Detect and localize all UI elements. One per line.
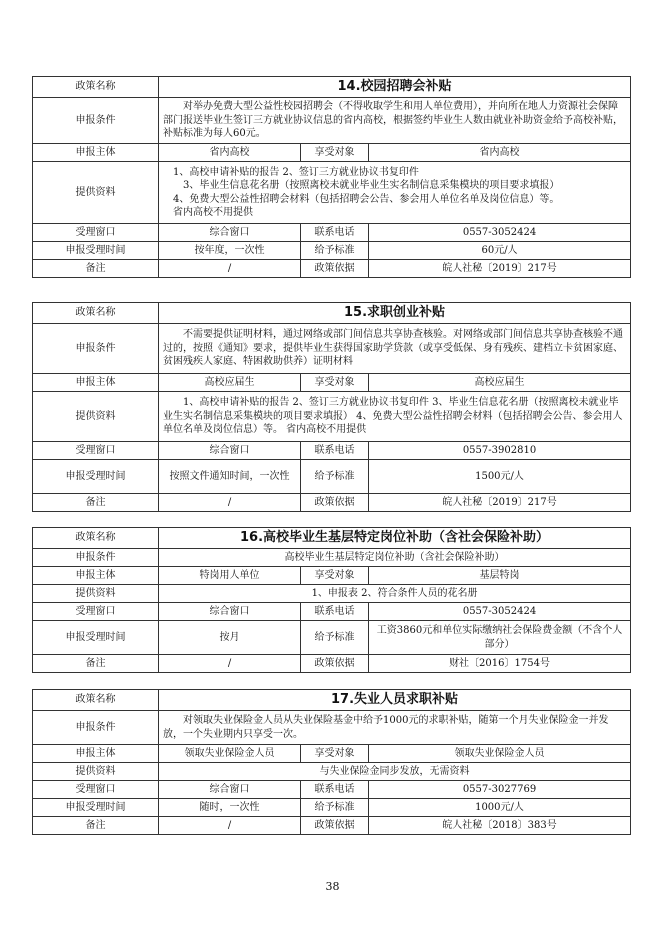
policy-table-16: [32, 527, 631, 673]
subject-label: 申报主体: [33, 567, 159, 585]
conditions-label: 申报条件: [33, 549, 159, 567]
time-value: 按照文件通知时间，一次性: [159, 460, 301, 494]
standard-label: 给予标准: [301, 621, 369, 655]
materials-text: 1、申报表 2、符合条件人员的花名册: [159, 585, 631, 603]
materials-line: 1、高校申请补贴的报告 2、签订三方就业协议书复印件: [173, 166, 419, 178]
target-label: 享受对象: [301, 374, 369, 392]
remark-label: 备注: [33, 260, 159, 278]
time-label: 申报受理时间: [33, 242, 159, 260]
materials-line: 省内高校不用提供: [173, 207, 253, 218]
basis-value: 皖人社秘〔2019〕217号: [369, 260, 631, 278]
materials-label: 提供资料: [33, 392, 159, 442]
remark-label: 备注: [33, 817, 159, 835]
time-value: 随时，一次性: [159, 799, 301, 817]
time-value: 按月: [159, 621, 301, 655]
remark-label: 备注: [33, 655, 159, 673]
window-label: 受理窗口: [33, 781, 159, 799]
conditions-label: 申报条件: [33, 324, 159, 374]
materials-text: 1、高校申请补贴的报告 2、签订三方就业协议书复印件 3、毕业生信息花名册（按照离校未就业毕业生实名制信息采集模块的项目要求填报） 4、免费大型公益性招聘会材料（包括招聘会公告、参会用人单位名单及岗位信息）等。 省内高校不用提供: [159, 392, 631, 442]
phone-value: 0557-3027769: [369, 781, 631, 799]
subject-value: 领取失业保险金人员: [159, 745, 301, 763]
target-value: 领取失业保险金人员: [369, 745, 631, 763]
policy-title: 17.失业人员求职补贴: [159, 690, 631, 711]
policy-title: 16.高校毕业生基层特定岗位补助（含社会保险补助）: [159, 528, 631, 549]
phone-value: 0557-3902810: [369, 442, 631, 460]
target-value: 高校应届生: [369, 374, 631, 392]
standard-label: 给予标准: [301, 460, 369, 494]
standard-value: 1500元/人: [369, 460, 631, 494]
basis-value: 财社〔2016〕1754号: [369, 655, 631, 673]
window-value: 综合窗口: [159, 781, 301, 799]
conditions-text: 对领取失业保险金人员从失业保险基金中给予1000元的求职补贴，随第一个月失业保险金一并发放，一个失业期内只享受一次。: [159, 711, 631, 745]
remark-value: /: [159, 494, 301, 512]
window-value: 综合窗口: [159, 442, 301, 460]
remark-value: /: [159, 260, 301, 278]
remark-value: /: [159, 655, 301, 673]
policy-table-17: [32, 689, 631, 835]
policy-name-label: 政策名称: [33, 528, 159, 549]
standard-label: 给予标准: [301, 799, 369, 817]
policy-name-label: 政策名称: [33, 303, 159, 324]
materials-label: 提供资料: [33, 585, 159, 603]
remark-value: /: [159, 817, 301, 835]
phone-label: 联系电话: [301, 442, 369, 460]
basis-value: 皖人社秘〔2019〕217号: [369, 494, 631, 512]
policy-table-15: [32, 302, 631, 512]
subject-label: 申报主体: [33, 745, 159, 763]
window-value: 综合窗口: [159, 224, 301, 242]
basis-label: 政策依据: [301, 494, 369, 512]
time-label: 申报受理时间: [33, 460, 159, 494]
policy-name-label: 政策名称: [33, 77, 159, 98]
subject-value: 特岗用人单位: [159, 567, 301, 585]
remark-label: 备注: [33, 494, 159, 512]
phone-value: 0557-3052424: [369, 603, 631, 621]
conditions-label: 申报条件: [33, 711, 159, 745]
standard-value: 60元/人: [369, 242, 631, 260]
basis-label: 政策依据: [301, 655, 369, 673]
basis-value: 皖人社秘〔2018〕383号: [369, 817, 631, 835]
subject-value: 高校应届生: [159, 374, 301, 392]
window-label: 受理窗口: [33, 603, 159, 621]
target-label: 享受对象: [301, 567, 369, 585]
conditions-label: 申报条件: [33, 98, 159, 144]
window-label: 受理窗口: [33, 224, 159, 242]
policy-table-14: [32, 76, 631, 278]
subject-value: 省内高校: [159, 144, 301, 162]
subject-label: 申报主体: [33, 144, 159, 162]
conditions-text: 不需要提供证明材料，通过网络或部门间信息共享协查核验。对网络或部门间信息共享协查核验不通过的，按照《通知》要求，提供毕业生获得国家助学贷款（或享受低保、身有残疾、建档立卡贫困家庭、贫困残疾人家庭、特困救助供养）证明材料: [159, 324, 631, 374]
conditions-text: 高校毕业生基层特定岗位补助（含社会保险补助）: [159, 549, 631, 567]
page-number: 38: [325, 880, 340, 893]
standard-value: 工资3860元和单位实际缴纳社会保险费金额（不含个人部分）: [369, 621, 631, 655]
time-label: 申报受理时间: [33, 799, 159, 817]
window-label: 受理窗口: [33, 442, 159, 460]
policy-name-label: 政策名称: [33, 690, 159, 711]
materials-text: [159, 162, 631, 224]
standard-value: 1000元/人: [369, 799, 631, 817]
conditions-text: 对举办免费大型公益性校园招聘会（不得收取学生和用人单位费用），并向所在地人力资源社会保障部门报送毕业生签订三方就业协议信息的省内高校，根据签约毕业生人数由就业补助资金给予高校补贴，补贴标准为每人60元。: [159, 98, 631, 144]
time-value: 按年度，一次性: [159, 242, 301, 260]
window-value: 综合窗口: [159, 603, 301, 621]
materials-text: 与失业保险金同步发放，无需资料: [159, 763, 631, 781]
policy-title: 14.校园招聘会补贴: [159, 77, 631, 98]
phone-label: 联系电话: [301, 781, 369, 799]
target-value: 基层特岗: [369, 567, 631, 585]
basis-label: 政策依据: [301, 817, 369, 835]
materials-label: 提供资料: [33, 162, 159, 224]
phone-label: 联系电话: [301, 224, 369, 242]
phone-label: 联系电话: [301, 603, 369, 621]
standard-label: 给予标准: [301, 242, 369, 260]
materials-label: 提供资料: [33, 763, 159, 781]
basis-label: 政策依据: [301, 260, 369, 278]
materials-line: 3、毕业生信息花名册（按照离校未就业毕业生实名制信息采集模块的项目要求填报）: [183, 180, 560, 191]
materials-line: 4、免费大型公益性招聘会材料（包括招聘会公告、参会用人单位名单及岗位信息）等。: [173, 193, 560, 205]
target-label: 享受对象: [301, 745, 369, 763]
target-value: 省内高校: [369, 144, 631, 162]
phone-value: 0557-3052424: [369, 224, 631, 242]
policy-title: 15.求职创业补贴: [159, 303, 631, 324]
time-label: 申报受理时间: [33, 621, 159, 655]
subject-label: 申报主体: [33, 374, 159, 392]
target-label: 享受对象: [301, 144, 369, 162]
